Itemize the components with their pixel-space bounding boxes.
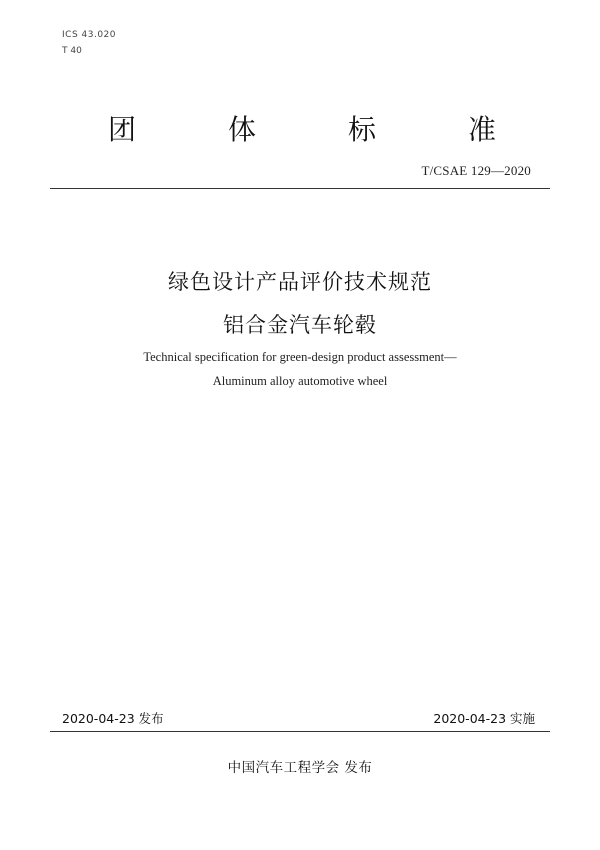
publisher: 中国汽车工程学会 发布 [227, 760, 373, 776]
top-divider [50, 188, 550, 189]
issue-date: 2020-04-23 发布 [62, 711, 164, 726]
title-english-line-1: Technical specification for green-design product assessment— [143, 350, 457, 364]
classification-code: T 40 [62, 46, 82, 56]
title-chinese-line-1: 绿色设计产品评价技术规范 [168, 270, 432, 294]
title-english-line-2: Aluminum alloy automotive wheel [212, 374, 388, 388]
standard-number: T/CSAE 129—2020 [421, 163, 531, 178]
standard-type-char-4: 准 [467, 113, 496, 146]
ics-code: ICS 43.020 [62, 30, 117, 40]
title-chinese-line-2: 铝合金汽车轮毂 [223, 313, 377, 337]
standard-type-char-3: 标 [347, 113, 376, 146]
standard-type-char-1: 团 [108, 113, 137, 146]
implementation-date: 2020-04-23 实施 [433, 711, 535, 726]
bottom-divider [50, 731, 550, 732]
standard-type-heading [108, 108, 496, 148]
standard-type-char-2: 体 [227, 113, 256, 146]
